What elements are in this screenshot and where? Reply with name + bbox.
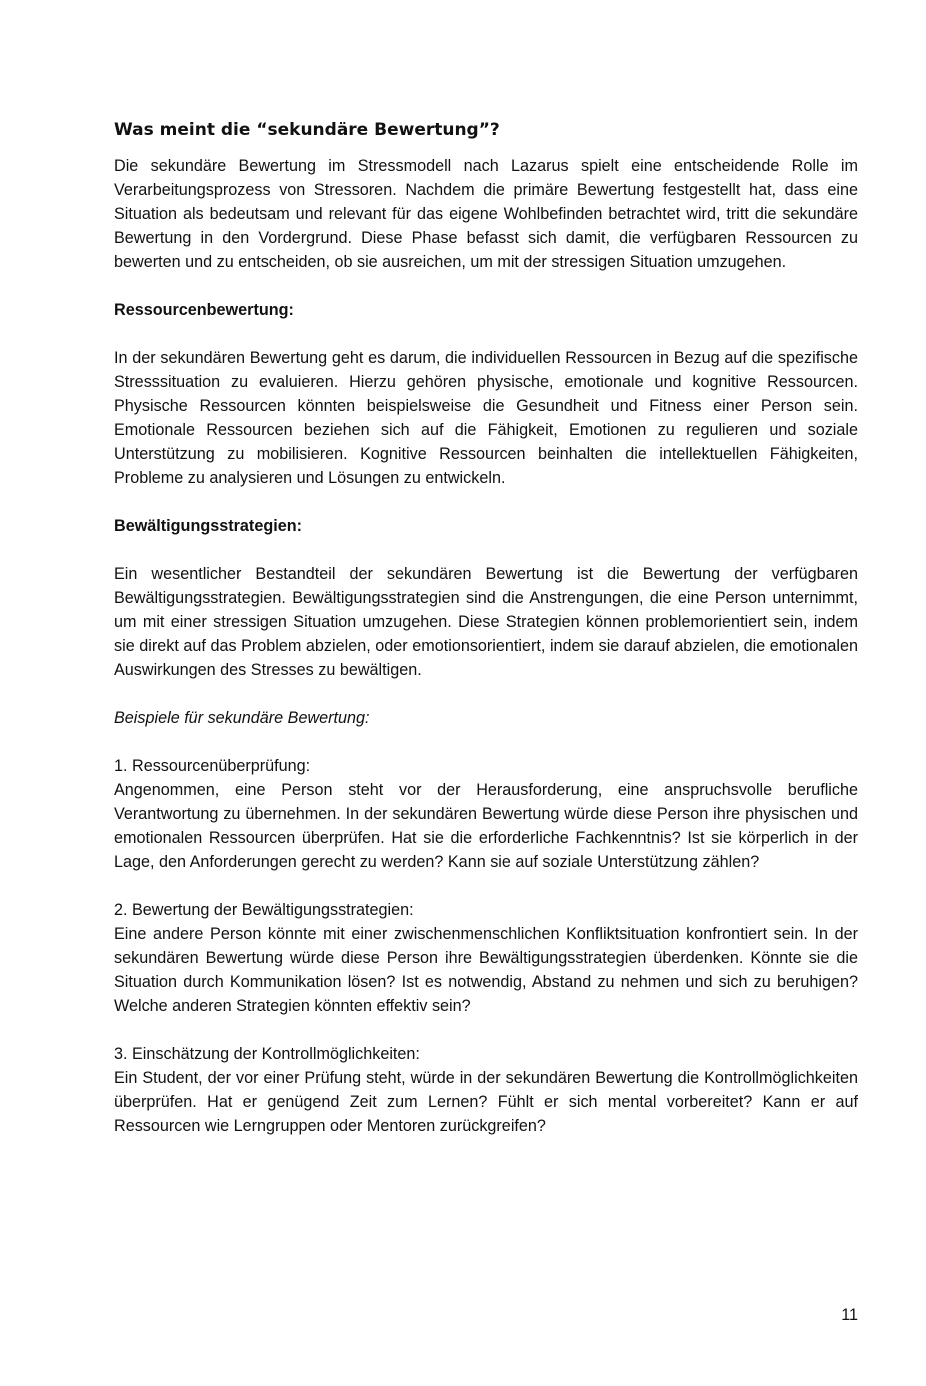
spacer (114, 730, 858, 754)
example-label: 1. Ressourcenüberprüfung: (114, 757, 311, 775)
spacer (114, 682, 858, 706)
spacer (114, 490, 858, 514)
page-title: Was meint die “sekundäre Bewertung”? (114, 120, 500, 140)
example-label: 2. Bewertung der Bewältigungsstrategien: (114, 901, 414, 919)
section-text-resources: In der sekundären Bewertung geht es darum, die individuellen Ressourcen in Bezug auf die spezifische Stresssituation zu evaluieren. Hierzu gehören physische, emotionale und kognitive Ressourcen. Physische Ressourcen könnten beispielsweise die Gesundheit und Fitness einer Person sein. Emotionale Ressourcen beziehen sich auf die Fähigkeit, Emotionen zu regulieren und soziale Unterstützung zu mobilisieren. Kognitive Ressourcen beinhalten die intellektuellen Fähigkeiten, Probleme zu analysieren und Lösungen zu entwickeln. (114, 349, 858, 487)
spacer (114, 874, 858, 898)
spacer (114, 538, 858, 562)
document-page (114, 115, 858, 1138)
spacer (114, 1018, 858, 1042)
example-label: 3. Einschätzung der Kontrollmöglichkeiten: (114, 1045, 420, 1063)
page-number: 11 (841, 1306, 858, 1324)
intro-paragraph: Die sekundäre Bewertung im Stressmodell nach Lazarus spielt eine entscheidende Rolle im Verarbeitungsprozess von Stressoren. Nachdem die primäre Bewertung festgestellt hat, dass eine Situation als bedeutsam und relevant für das eigene Wohlbefinden betrachtet wird, tritt die sekundäre Bewertung in den Vordergrund. Diese Phase befasst sich damit, die verfügbaren Ressourcen zu bewerten und zu entscheiden, ob sie ausreichen, um mit der stressigen Situation umzugehen. (114, 157, 858, 271)
example-text: Ein Student, der vor einer Prüfung steht, würde in der sekundären Bewertung die Kontrollmöglichkeiten überprüfen. Hat er genügend Zeit zum Lernen? Fühlt er sich mental vorbereitet? Kann er auf Ressourcen wie Lerngruppen oder Mentoren zurückgreifen? (114, 1069, 858, 1135)
example-text: Angenommen, eine Person steht vor der Herausforderung, eine anspruchsvolle berufliche Verantwortung zu übernehmen. In der sekundären Bewertung würde diese Person ihre physischen und emotionalen Ressourcen überprüfen. Hat sie die erforderliche Fachkenntnis? Ist sie körperlich in der Lage, den Anforderungen gerecht zu werden? Kann sie auf soziale Unterstützung zählen? (114, 781, 858, 871)
example-text: Eine andere Person könnte mit einer zwischenmenschlichen Konfliktsituation konfrontiert sein. In der sekundären Bewertung würde diese Person ihre Bewältigungsstrategien überdenken. Könnte sie die Situation durch Kommunikation lösen? Ist es notwendig, Abstand zu nehmen und sich zu beruhigen? Welche anderen Strategien könnten effektiv sein? (114, 925, 858, 1015)
section-text-coping: Ein wesentlicher Bestandteil der sekundären Bewertung ist die Bewertung der verfügbaren Bewältigungsstrategien. Bewältigungsstrategien sind die Anstrengungen, die eine Person unternimmt, um mit einer stressigen Situation umzugehen. Diese Strategien können problemorientiert sein, indem sie direkt auf das Problem abzielen, oder emotionsorientiert, indem sie darauf abzielen, die emotionalen Auswirkungen des Stresses zu bewältigen. (114, 565, 858, 679)
spacer (114, 274, 858, 298)
section-heading-resources: Ressourcenbewertung: (114, 301, 294, 319)
spacer (114, 322, 858, 346)
section-heading-coping: Bewältigungsstrategien: (114, 517, 302, 535)
examples-heading: Beispiele für sekundäre Bewertung: (114, 709, 370, 727)
